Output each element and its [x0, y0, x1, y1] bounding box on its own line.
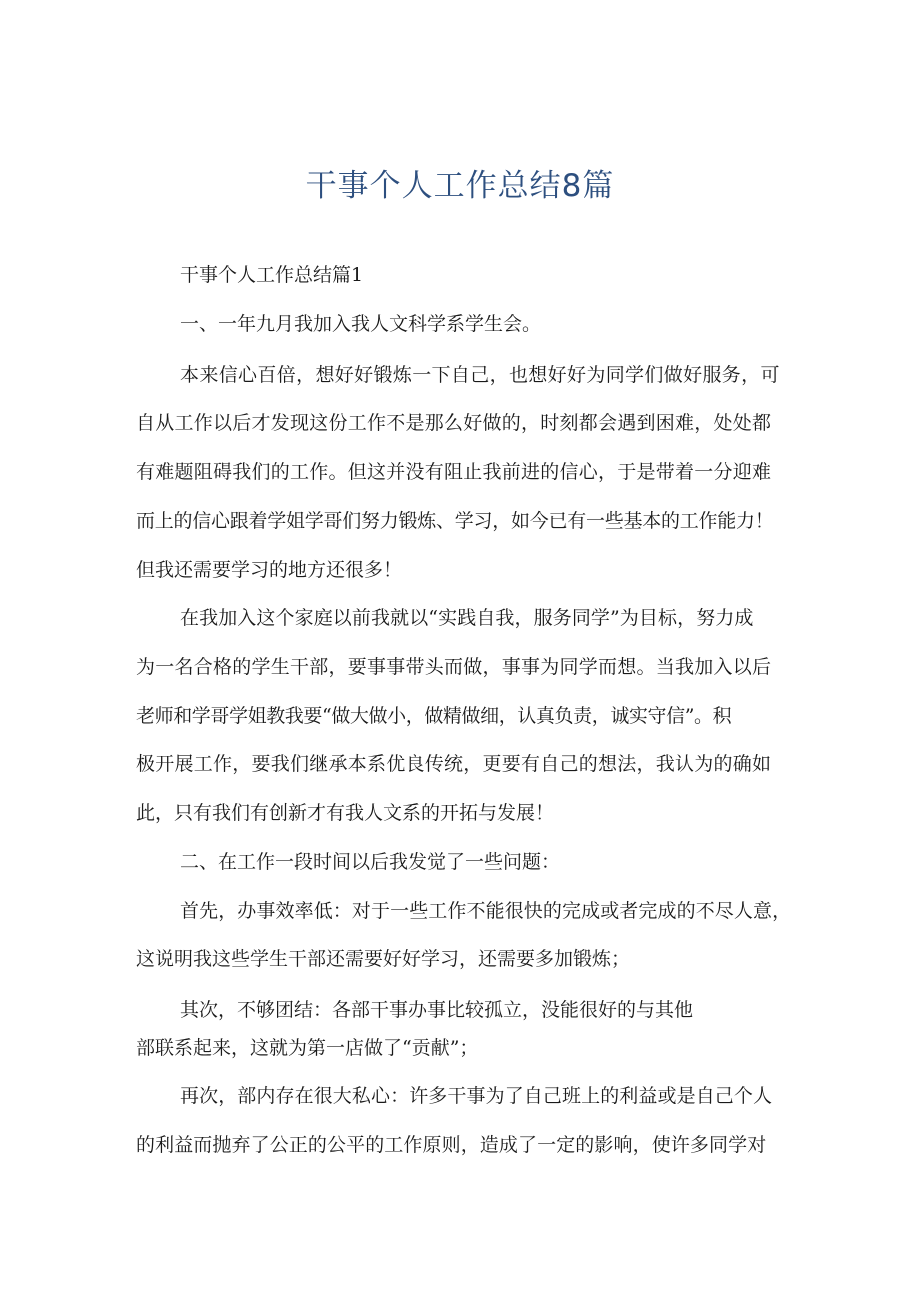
paragraph-line: 再次，部内存在很大私心：许多干事为了自己班上的利益或是自己个人: [180, 1085, 773, 1107]
paragraph-line: 其次，不够团结：各部干事办事比较孤立，没能很好的与其他: [180, 999, 694, 1021]
paragraph-line: 极开展工作，要我们继承本系优良传统，更要有自己的想法，我认为的确如: [136, 753, 772, 775]
paragraph-line: 本来信心百倍，想好好锻炼一下自己，也想好好为同学们做好服务，可: [180, 364, 780, 386]
document-title: 干事个人工作总结8篇: [305, 168, 615, 204]
paragraph-line: 在我加入这个家庭以前我就以“实践自我，服务同学”为目标，努力成: [180, 607, 754, 629]
paragraph-line: 这说明我这些学生干部还需要好好学习，还需要多加锻炼；: [136, 948, 631, 970]
paragraph-line: 自从工作以后才发现这份工作不是那么好做的，时刻都会遇到困难，处处都: [136, 412, 772, 434]
paragraph-line: 一、一年九月我加入我人文科学系学生会。: [180, 313, 542, 335]
paragraph-line: 但我还需要学习的地方还很多！: [136, 559, 403, 581]
paragraph-line: 为一名合格的学生干部，要事事带头而做，事事为同学而想。当我加入以后: [136, 656, 772, 678]
paragraph-line: 的利益而抛弃了公正的公平的工作原则，造成了一定的影响，使许多同学对: [136, 1134, 767, 1156]
paragraph-line: 而上的信心跟着学姐学哥们努力锻炼、学习，如今已有一些基本的工作能力！: [136, 510, 774, 532]
paragraph-line: 有难题阻碍我们的工作。但这并没有阻止我前进的信心，于是带着一分迎难: [136, 461, 772, 483]
paragraph-line: 首先，办事效率低：对于一些工作不能很快的完成或者完成的不尽人意，: [180, 900, 792, 922]
section-heading: 干事个人工作总结篇1: [180, 264, 364, 286]
paragraph-line: 部联系起来，这就为第一店做了“贡献”；: [136, 1037, 479, 1059]
paragraph-line: 此，只有我们有创新才有我人文系的开拓与发展！: [136, 802, 555, 824]
paragraph-line: 二、在工作一段时间以后我发觉了一些问题：: [180, 851, 561, 873]
paragraph-line: 老师和学哥学姐教我要“做大做小，做精做细，认真负责，诚实守信”。积: [136, 705, 732, 727]
